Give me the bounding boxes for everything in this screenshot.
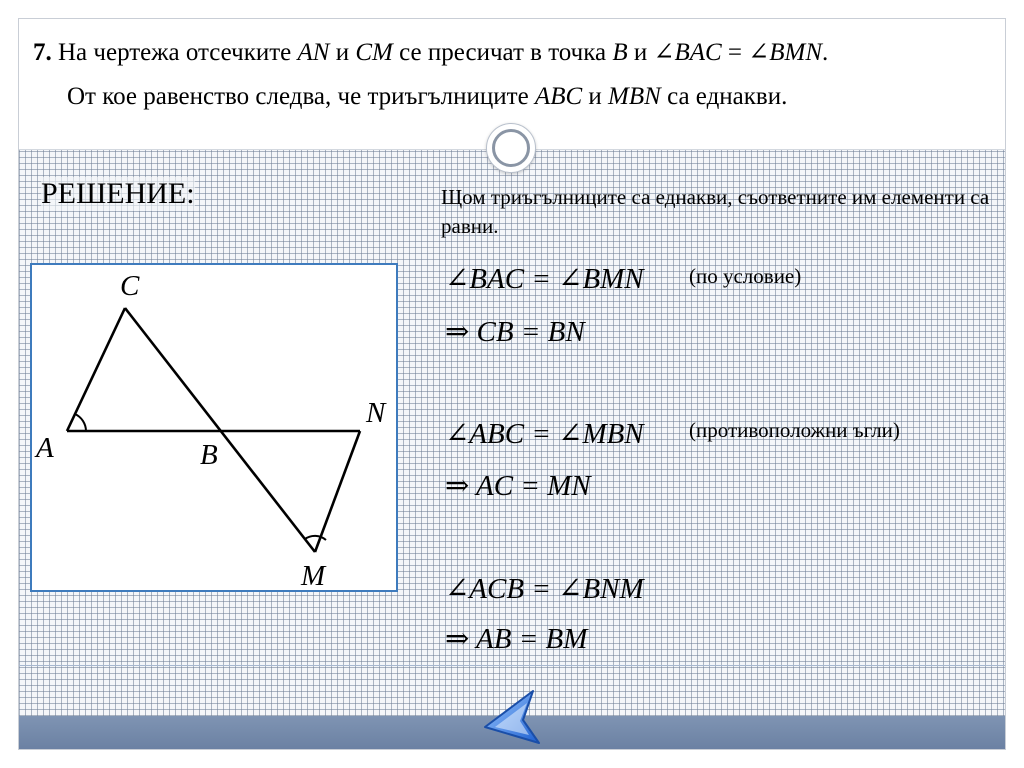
label-a: A <box>36 432 54 464</box>
segment-ac-line <box>67 308 125 431</box>
segment-nm-line <box>315 431 360 552</box>
task-text: На чертежа отсечките <box>51 39 298 66</box>
triangle-drawing <box>32 265 396 590</box>
task-text: и <box>329 39 356 66</box>
geometry-diagram <box>30 263 398 592</box>
triangle-abc: ABC <box>534 83 583 110</box>
angle-arc-m <box>305 536 326 540</box>
angle-bmn: BMN <box>769 39 822 66</box>
task-text: и ∠ <box>627 39 675 66</box>
slide <box>18 18 1006 750</box>
back-arrow-icon[interactable] <box>481 687 547 749</box>
step-equation-1: ∠BAC = ∠BMN <box>445 263 644 295</box>
task-text: се пресичат в точка <box>392 39 613 66</box>
circle-button-icon[interactable] <box>486 123 536 173</box>
label-n: N <box>366 397 386 429</box>
task-statement-line1 <box>33 37 828 67</box>
task-text: . <box>822 39 829 66</box>
segment-cm: CM <box>355 39 393 66</box>
label-b: B <box>200 439 218 471</box>
step-equation-5: ∠ACB = ∠BNM <box>445 573 644 605</box>
angle-arc-a <box>75 414 86 431</box>
separator-line <box>19 665 1005 666</box>
step-equation-4: ⇒ AC = MN <box>445 470 591 502</box>
task-statement-line2 <box>67 83 787 111</box>
task-text: = ∠ <box>721 39 770 66</box>
step-note-3: (противоположни ъгли) <box>689 418 900 442</box>
step-equation-6: ⇒ AB = BM <box>445 623 588 655</box>
task-text: и <box>582 83 609 110</box>
label-c: C <box>120 270 140 302</box>
solution-title: РЕШЕНИЕ: <box>41 177 195 210</box>
task-text: са еднакви. <box>660 83 788 110</box>
step-equation-2: ⇒ CB = BN <box>445 316 585 348</box>
triangle-mbn: MBN <box>608 83 661 110</box>
step-note-1: (по условие) <box>689 264 802 288</box>
segment-an: AN <box>297 39 330 66</box>
solution-intro: Щом триъгълниците са еднакви, съответните им елементи са равни. <box>441 185 990 238</box>
label-m: M <box>301 560 326 590</box>
angle-bac: BAC <box>674 39 722 66</box>
point-b: B <box>612 39 628 66</box>
task-text: От кое равенство следва, че триъгълниците <box>67 83 535 110</box>
step-equation-3: ∠ABC = ∠MBN <box>445 418 644 450</box>
task-number: 7. <box>33 39 52 66</box>
